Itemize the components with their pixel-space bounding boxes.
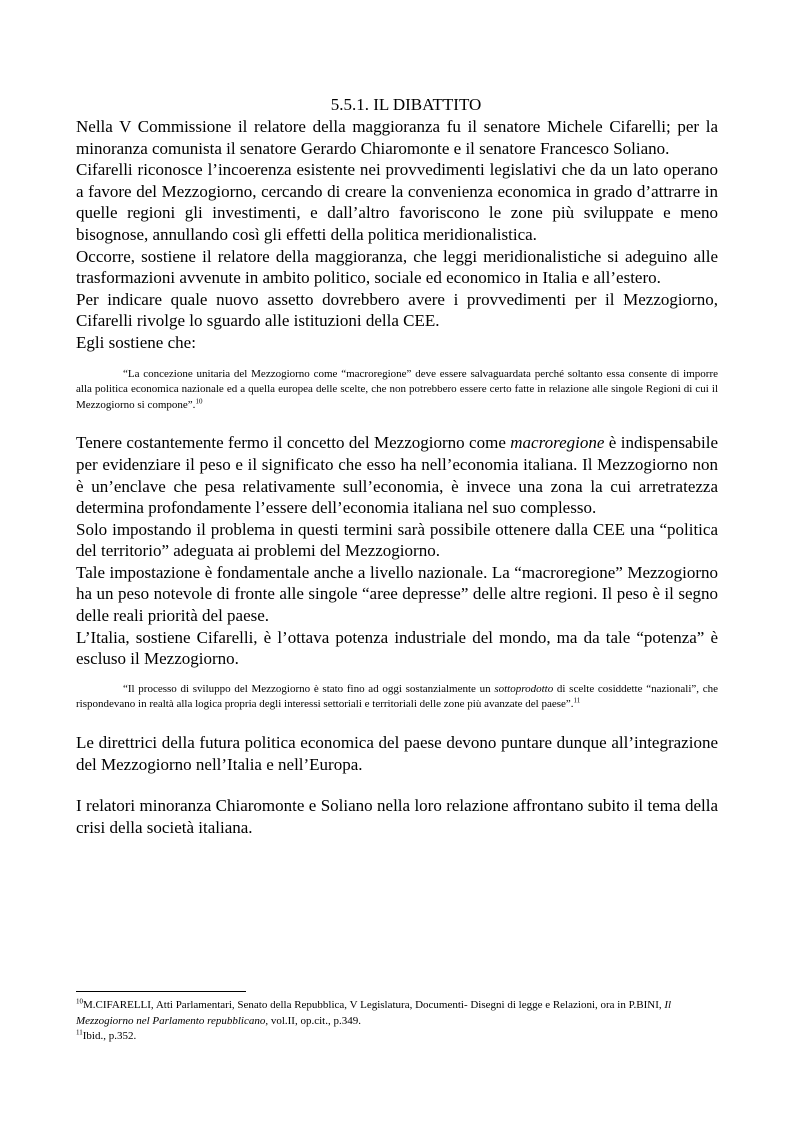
footnote-ref-11: 11 [573,696,581,705]
quote-2-end: di scelte cosiddette “nazionali”, che rispondevano in realtà alla logica propria degli interessi settoriali e territoriali delle zone più avanzate del paese”. [76,682,718,711]
paragraph-3: Occorre, sostiene il relatore della maggioranza, che leggi meridionalistiche si adeguino alle trasformazioni avvenute in ambito politico, sociale ed economico in Italia e all’estero. [76,246,718,288]
paragraph-6-italic: macroregione [510,433,605,453]
paragraph-7: Solo impostando il problema in questi termini sarà possibile ottenere dalla CEE una “politica del territorio” adeguata ai problemi del Mezzogiorno. [76,519,718,561]
footnote-11-text: Ibid., p.352. [82,1030,137,1042]
footnote-10-italic: Il Mezzogiorno nel Parlamento repubblicano [76,999,672,1027]
paragraph-9: L’Italia, sostiene Cifarelli, è l’ottava potenza industriale del mondo, ma da tale “potenza” è escluso il Mezzogiorno. [76,627,718,669]
footnote-10 [76,998,718,1029]
paragraph-1: Nella V Commissione il relatore della maggioranza fu il senatore Michele Cifarelli; per la minoranza comunista il senatore Gerardo Chiaromonte e il senatore Francesco Soliano. [76,117,718,158]
footnote-10-end: , vol.II, op.cit., p.349. [265,1014,361,1027]
footnote-divider [76,991,246,992]
paragraph-6-end: è indispensabile per evidenziare il peso e il significato che esso ha nell’economia italiana. Il Mezzogiorno non è un’enclave che pesa relativamente sull’economia, è invece una zona la cui arretratezza determina profondamente l’essere dell’economia italiana nel suo complesso. [76,433,718,518]
quote-2-start: “Il processo di sviluppo del Mezzogiorno è stato fino ad oggi sostanzialmente un [123,682,495,695]
footnote-11-number: 11 [76,1028,83,1037]
paragraph-6 [76,432,718,518]
page-body [76,94,718,838]
section-heading: 5.5.1. IL DIBATTITO [330,95,482,114]
paragraph-2: Cifarelli riconosce l’incoerenza esistente nei provvedimenti legislativi che da un lato operano a favore del Mezzogiorno, cercando di creare la convenienza economica in grado d’attrarre in quelle regioni gli investimenti, e dall’altro favoriscono le zone più sviluppate e meno bisognose, annullando così gli effetti della politica meridionalistica. [76,160,718,244]
paragraph-8: Tale impostazione è fondamentale anche a livello nazionale. La “macroregione” Mezzogiorno ha un peso notevole di fronte alle singole “aree depresse” delle altre regioni. Il peso è il segno delle reali priorità del paese. [76,562,718,626]
quote-1-text: “La concezione unitaria del Mezzogiorno come “macroregione” deve essere salvaguardata perché soltanto essa consente di imporre alla politica economica nazionale ed a quella europea delle scelte, che non potrebbero essere certo fatte in relazione alle singole Regioni di cui il Mezzogiorno si compone”. [76,367,718,411]
paragraph-10: Le direttrici della futura politica economica del paese devono puntare dunque all’integrazione del Mezzogiorno nell’Italia e nell’Europa. [76,733,718,774]
paragraph-4: Per indicare quale nuovo assetto dovrebbero avere i provvedimenti per il Mezzogiorno, Cifarelli rivolge lo sguardo alle istituzioni della CEE. [76,289,718,331]
footnote-10-start: M.CIFARELLI, Atti Parlamentari, Senato della Repubblica, V Legislatura, Documenti- Disegni di legge e Relazioni, ora in P.BINI, [83,999,665,1011]
block-quote-1 [76,367,718,414]
footnote-11 [76,1029,718,1045]
footnotes [76,991,718,1045]
paragraph-5: Egli sostiene che: [76,332,196,352]
paragraph-6-start: Tenere costantemente fermo il concetto del Mezzogiorno come [76,433,511,453]
footnote-10-number: 10 [76,997,83,1006]
footnote-ref-10: 10 [195,397,203,406]
paragraph-11: I relatori minoranza Chiaromonte e Soliano nella loro relazione affrontano subito il tema della crisi della società italiana. [76,796,718,837]
quote-2-italic: sottoprodotto [494,682,554,695]
block-quote-2 [76,682,718,713]
